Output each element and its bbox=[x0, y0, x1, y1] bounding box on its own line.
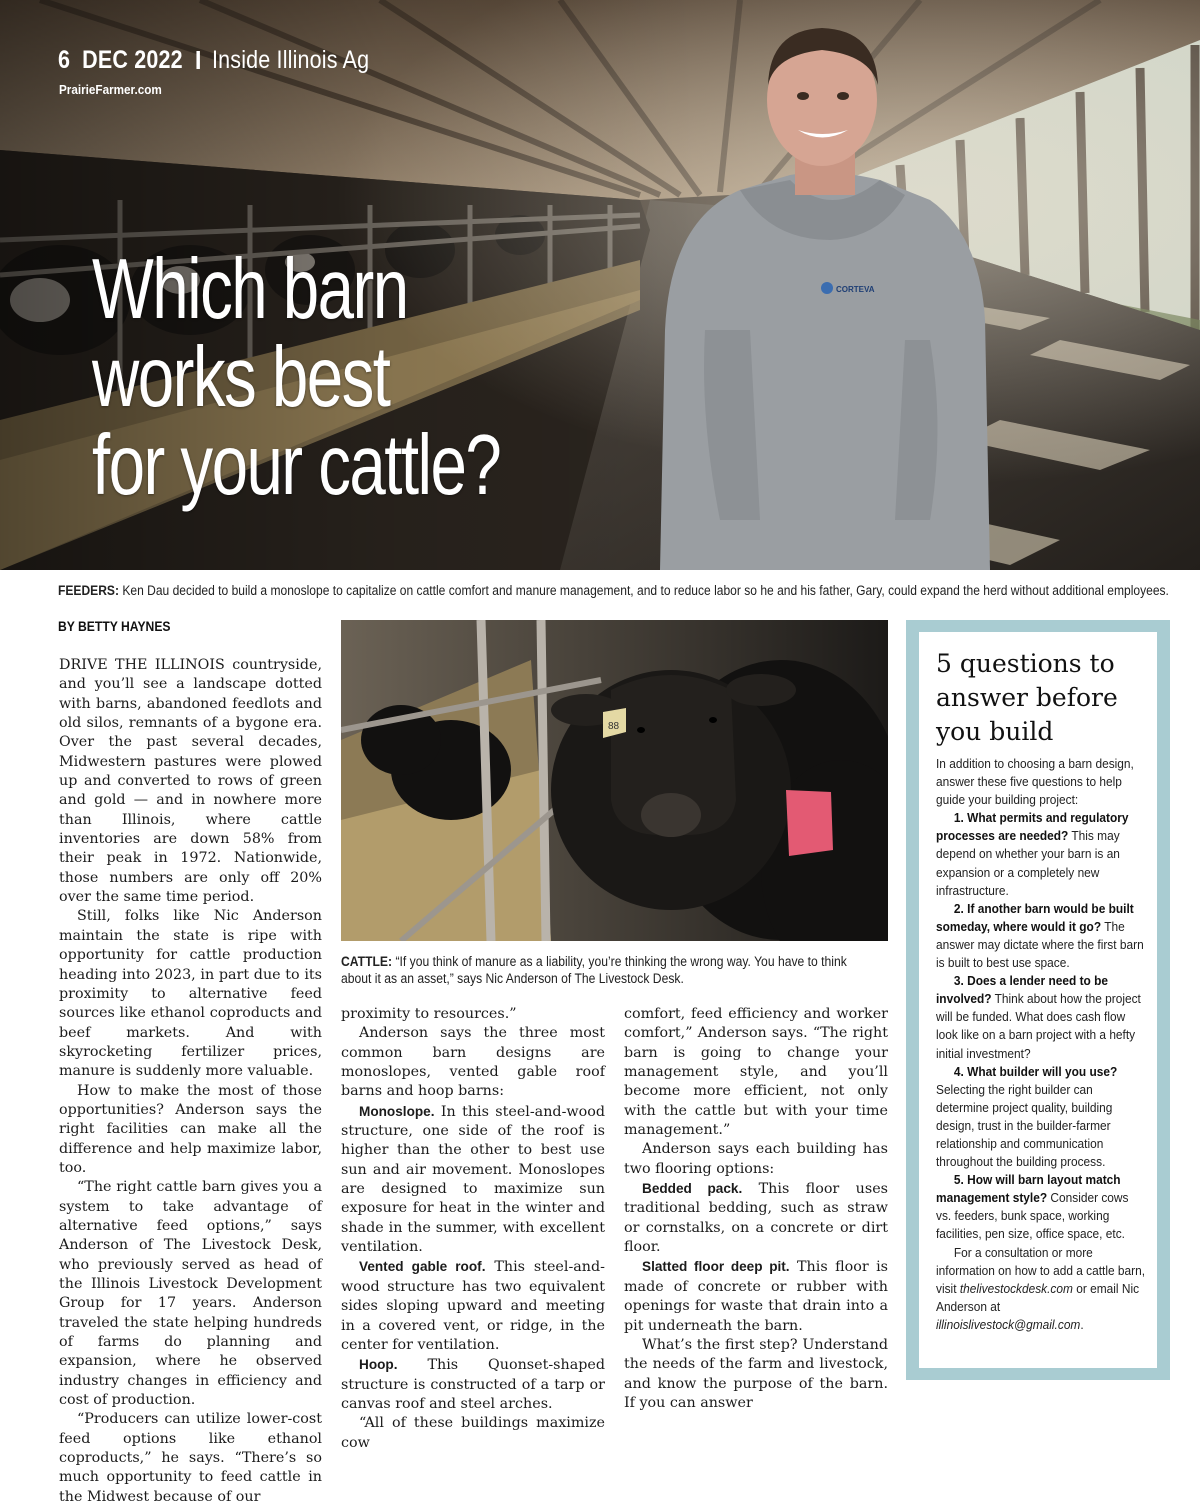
cattle-caption-line-2: about it as an asset,” says Nic Anderson of The Livestock Desk. bbox=[341, 971, 684, 986]
question-2-text: The answer may dictate where the first barn is built to best use space. bbox=[936, 918, 1144, 971]
contact-email: illinoislivestock@gmail.com bbox=[936, 1316, 1081, 1332]
page-number: 6 bbox=[58, 46, 71, 74]
sidebar-title-line-2: answer before bbox=[936, 683, 1118, 712]
question-1-label: 1. What permits and regulatory processes are needed? bbox=[936, 810, 1129, 844]
sidebar-body bbox=[936, 755, 1146, 1334]
cattle-caption bbox=[341, 953, 881, 987]
question-4 bbox=[936, 1063, 1146, 1172]
paragraph bbox=[624, 1257, 888, 1335]
contact-website: thelivestockdesk.com bbox=[959, 1280, 1073, 1296]
pink-ear-tag bbox=[786, 790, 833, 856]
issue-date: DEC 2022 bbox=[82, 46, 183, 74]
cattle-illustration bbox=[341, 620, 888, 941]
paragraph: Still, folks like Nic Anderson maintain the state is ripe with opportunity for cattle production heading into 2023, in part due to its proximity to alternative feed sources like ethanol coproducts and beef markets. And with skyrocketing fertilizer prices, manure is suddenly more valuable. bbox=[59, 908, 322, 1080]
question-1-text: This may depend on whether your barn is an expansion or a completely new infrastructure. bbox=[936, 828, 1120, 898]
paragraph: “The right cattle barn gives you a system to take advantage of alternative feed options,” says Anderson of The Livestock Desk, who previously served as head of the Illinois Livestock Development Group for 17 years. Anderson traveled the state helping hundreds of farms do planning and expansion, where he observed industry changes in efficiency and cost of production. bbox=[59, 1179, 322, 1409]
paragraph bbox=[341, 1257, 605, 1355]
paragraph: Anderson says the three most common barn designs are monoslopes, vented gable roof barns and hoop barns: bbox=[341, 1025, 605, 1100]
paragraph: “Producers can utilize lower-cost feed options like ethanol coproducts,” he says. “There’s so much opportunity to feed cattle in the Midwest because of our bbox=[59, 1411, 322, 1505]
subhead-hoop: Hoop. bbox=[359, 1357, 398, 1373]
headline-line-1: Which barn bbox=[92, 242, 408, 337]
question-3 bbox=[936, 972, 1146, 1062]
question-4-label: 4. What builder will you use? bbox=[953, 1063, 1118, 1079]
hero-caption-text: Ken Dau decided to build a monoslope to capitalize on cattle comfort and manure management, and to reduce labor so he and his father, Gary, could expand the herd without additional employees. bbox=[122, 583, 1169, 598]
question-2 bbox=[936, 900, 1146, 972]
subhead-bedded-pack: Bedded pack. bbox=[642, 1181, 743, 1197]
paragraph: Anderson says each building has two flooring options: bbox=[624, 1141, 888, 1177]
paragraph bbox=[341, 1102, 605, 1258]
paragraph bbox=[624, 1179, 888, 1257]
paragraph: DRIVE THE ILLINOIS countryside, and you’ll see a landscape dotted with barns, abandoned feedlots and old silos, remnants of a bygone era. Over the past several decades, Midwestern pastures were plowed up and converted to rows of green and gold — and in nowhere more than Illinois, where cattle inventories are down 58% from their peak in 1972. Nationwide, those numbers are only off 20% over the same time period. bbox=[59, 657, 322, 906]
paragraph: comfort, feed efficiency and worker comfort,” Anderson says. “The right barn is going to change your management style, and you’ll become more efficient, not only with the cattle but with your time management.” bbox=[624, 1006, 888, 1139]
sidebar-intro: In addition to choosing a barn design, answer these five questions to help guide your building project: bbox=[936, 756, 1134, 808]
shirt-logo: CORTEVA bbox=[836, 285, 875, 294]
question-5-text: Consider cows vs. feeders, bunk space, working facilities, pen size, office space, etc. bbox=[936, 1190, 1129, 1242]
hero-caption-label: FEEDERS: bbox=[58, 583, 119, 598]
headline-line-2: works best bbox=[92, 330, 390, 425]
paragraph: What’s the first step? Understand the needs of the farm and livestock, and know the purpose of the barn. If you can answer bbox=[624, 1336, 888, 1411]
question-3-text: Think about how the project will be funded. What does cash flow look like on a barn project with a hefty initial investment? bbox=[936, 991, 1141, 1061]
sidebar-title-line-3: you build bbox=[936, 717, 1054, 746]
body-column-2 bbox=[341, 1005, 605, 1453]
ear-tag-number: 88 bbox=[608, 721, 620, 732]
question-3-label: 3. Does a lender need to be involved? bbox=[936, 973, 1108, 1007]
question-1 bbox=[936, 809, 1146, 899]
subhead-monoslope: Monoslope. bbox=[359, 1103, 435, 1119]
contact-text: or email Nic Anderson at bbox=[936, 1280, 1140, 1314]
body-column-3 bbox=[624, 1005, 888, 1413]
folio-divider bbox=[197, 51, 200, 69]
body-column-1 bbox=[59, 656, 322, 1507]
cattle-caption-label: CATTLE: bbox=[341, 954, 393, 969]
headline-line-3: for your cattle? bbox=[92, 418, 501, 513]
paragraph-text: In this steel-and-wood structure, one side of the roof is higher than the other to best use sun and air movement. Monoslopes are designed to maximize sun exposure for heat in the winter and shade in the summer, with excellent ventilation. bbox=[341, 1103, 605, 1256]
sidebar-title-line-1: 5 questions to bbox=[936, 649, 1115, 678]
folio bbox=[58, 46, 369, 75]
cattle-caption-line-1: “If you think of manure as a liability, you’re thinking the wrong way. You have to think bbox=[395, 954, 847, 969]
contact-text: For a consultation or more information on how to add a cattle barn, visit bbox=[936, 1244, 1146, 1296]
paragraph: “All of these buildings maximize cow bbox=[341, 1415, 605, 1451]
hero-photo bbox=[0, 0, 1200, 570]
paragraph-text: This Quonset-shaped structure is constructed of a tarp or canvas roof and steel arches. bbox=[341, 1357, 605, 1412]
question-2-label: 2. If another barn would be built someday, where would it go? bbox=[936, 900, 1134, 934]
paragraph: proximity to resources.” bbox=[341, 1006, 517, 1022]
subhead-slatted-floor: Slatted floor deep pit. bbox=[642, 1259, 790, 1275]
question-5 bbox=[936, 1171, 1146, 1243]
section-name: Inside Illinois Ag bbox=[211, 46, 370, 74]
subhead-vented-gable-roof: Vented gable roof. bbox=[359, 1259, 486, 1275]
contact-text: . bbox=[1080, 1316, 1084, 1332]
paragraph bbox=[341, 1355, 605, 1414]
sidebar-title bbox=[936, 647, 1166, 749]
sidebar-contact bbox=[936, 1244, 1146, 1334]
question-4-text: Selecting the right builder can determine project quality, building design, trust in the builder-farmer relationship and communication throughout the building process. bbox=[936, 1081, 1113, 1170]
headline bbox=[92, 242, 554, 513]
hero-caption bbox=[58, 582, 1169, 599]
cattle-photo bbox=[341, 620, 888, 941]
byline: BY BETTY HAYNES bbox=[58, 619, 171, 634]
site-url: PrairieFarmer.com bbox=[59, 82, 162, 97]
paragraph-text: This steel-and-wood structure has two equivalent sides sloping upward and meeting in a covered vent, or ridge, in the center for ventilation. bbox=[341, 1259, 605, 1353]
paragraph-text: This floor is made of concrete or rubber with openings for waste that drain into a pit underneath the barn. bbox=[624, 1259, 888, 1334]
paragraph-text: This floor uses traditional bedding, such as straw or cornstalks, on a concrete or dirt floor. bbox=[624, 1181, 888, 1256]
question-5-label: 5. How will barn layout match management style? bbox=[936, 1172, 1121, 1206]
paragraph: How to make the most of those opportunities? Anderson says the right facilities can make all the difference and help maximize labor, too. bbox=[59, 1082, 322, 1176]
